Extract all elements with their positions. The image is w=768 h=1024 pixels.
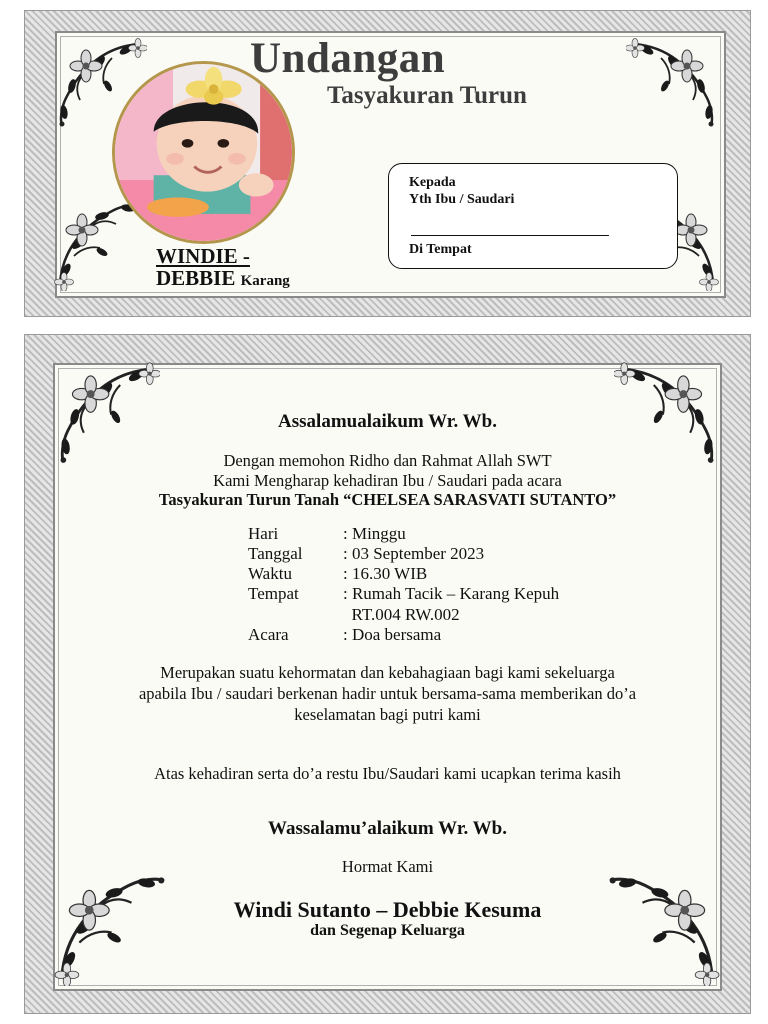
event-title: Tasyakuran Turun Tanah “CHELSEA SARASVATI SUTANTO” xyxy=(158,490,617,509)
address-recipient-label: Yth Ibu / Saudari xyxy=(409,192,515,207)
paragraph-line: Merupakan suatu kehormatan dan kebahagiaan bagi kami sekeluarga xyxy=(160,663,615,682)
host-name-line1: WINDIE - xyxy=(156,245,250,268)
invitation-subtitle: Tasyakuran Turun xyxy=(327,82,527,109)
address-place-label: Di Tempat xyxy=(409,242,472,257)
invitation-title: Undangan xyxy=(250,35,446,82)
detail-value: : Minggu xyxy=(343,524,406,543)
host-name-line2-suffix: Karang xyxy=(240,273,290,289)
detail-key: Hari xyxy=(248,524,279,543)
closing-greeting: Wassalamu’alaikum Wr. Wb. xyxy=(268,818,507,839)
recipient-address-box xyxy=(388,163,678,269)
intro-line-2: Kami Mengharap kehadiran Ibu / Saudari pada acara xyxy=(213,471,562,490)
floral-corner-icon xyxy=(626,36,721,131)
detail-key: Tempat xyxy=(248,584,299,603)
baby-photo xyxy=(112,61,295,244)
thanks-line: Atas kehadiran serta do’a restu Ibu/Saudari kami ucapkan terima kasih xyxy=(154,764,621,783)
host-signature: Windi Sutanto – Debbie Kesuma xyxy=(233,897,542,922)
detail-key: Waktu xyxy=(248,564,292,583)
host-names-excerpt xyxy=(156,245,366,289)
detail-value: RT.004 RW.002 xyxy=(343,605,460,624)
detail-value: : Doa bersama xyxy=(343,625,442,644)
host-name-line2: DEBBIE xyxy=(156,266,236,289)
intro-line-1: Dengan memohon Ridho dan Rahmat Allah SWT xyxy=(223,451,552,470)
family-label: dan Segenap Keluarga xyxy=(310,922,465,939)
paragraph-line: apabila Ibu / saudari berkenan hadir untuk bersama-sama memberikan do’a xyxy=(138,684,637,703)
address-to-label: Kepada xyxy=(409,175,456,190)
address-blank-line xyxy=(411,235,609,236)
detail-key: Acara xyxy=(248,625,289,644)
honor-paragraph xyxy=(24,662,751,725)
detail-value: : Rumah Tacik – Karang Kepuh xyxy=(343,584,560,603)
detail-key: Tanggal xyxy=(248,544,303,563)
regards-label: Hormat Kami xyxy=(341,857,434,876)
paragraph-line: keselamatan bagi putri kami xyxy=(294,705,481,724)
opening-greeting: Assalamualaikum Wr. Wb. xyxy=(278,411,497,432)
detail-value: : 03 September 2023 xyxy=(343,544,485,563)
detail-value: : 16.30 WIB xyxy=(343,564,428,583)
